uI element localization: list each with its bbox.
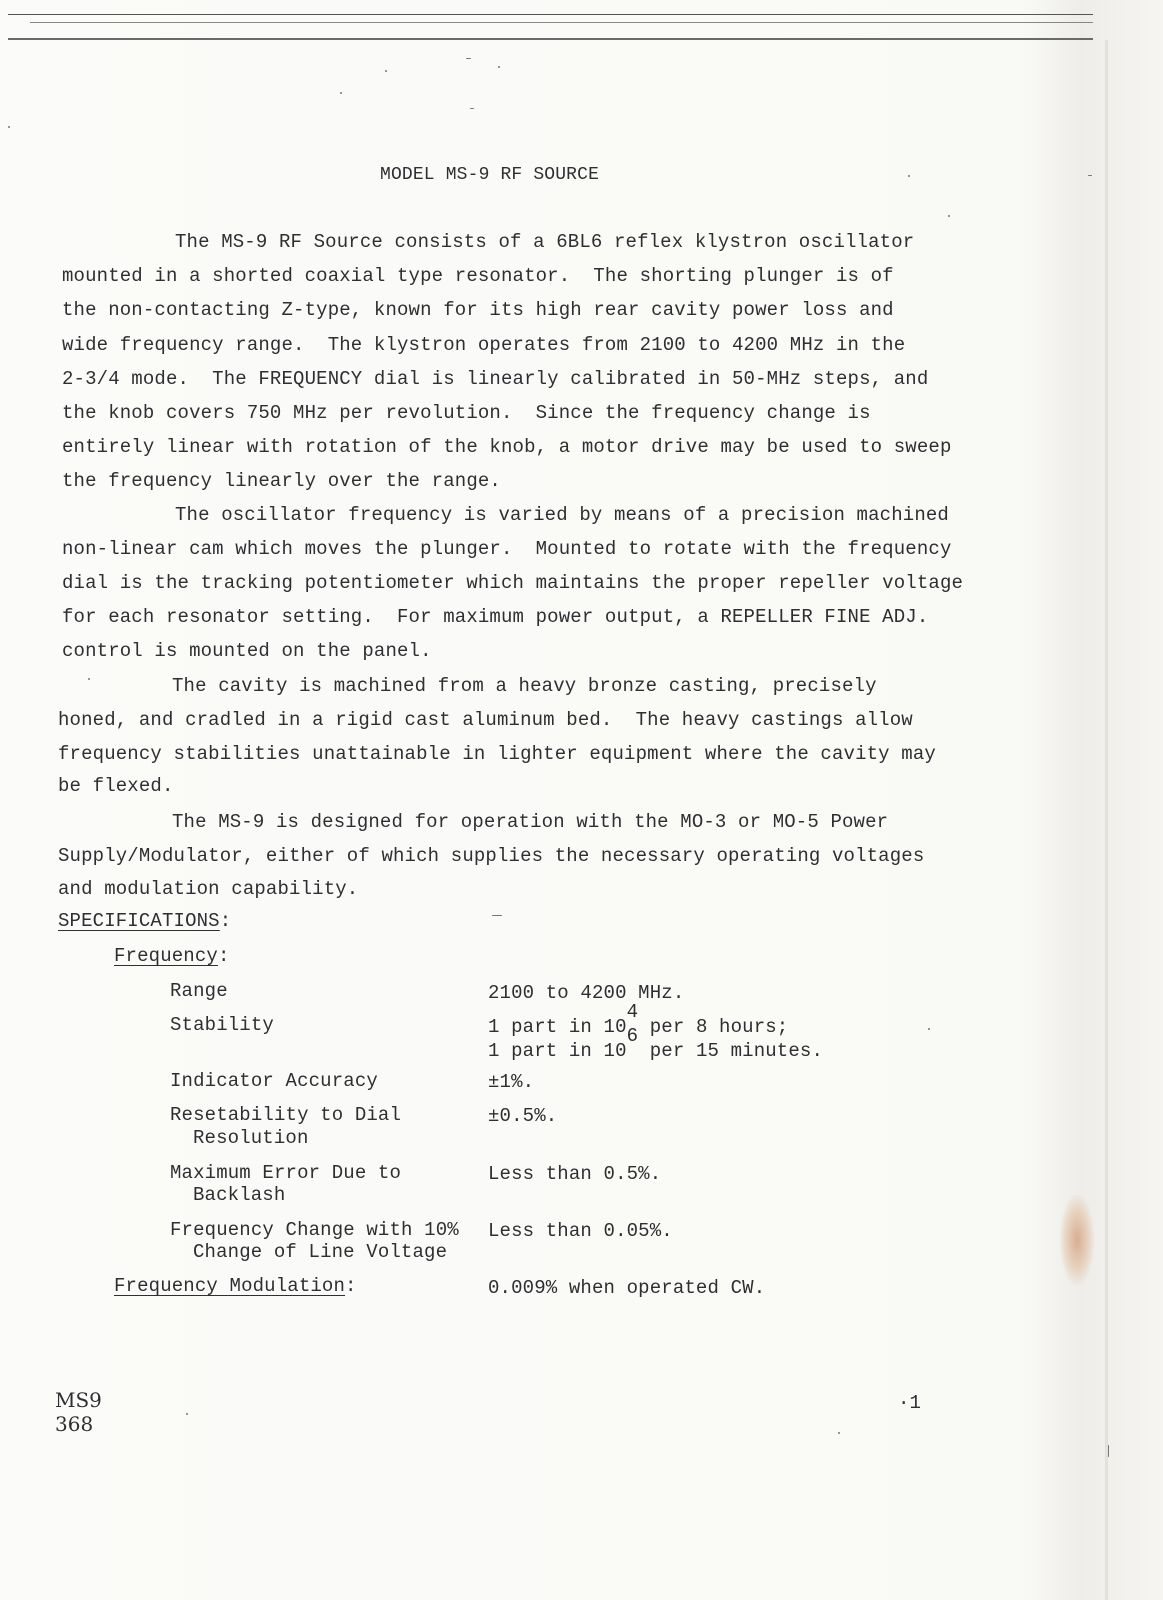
paper-speck (470, 108, 474, 109)
indicator-accuracy-label: Indicator Accuracy (170, 1070, 378, 1092)
paragraph-3-line: The cavity is machined from a heavy bronze casting, precisely (172, 675, 877, 697)
document-code-line: MS9 (55, 1388, 102, 1412)
scan-edge-line (8, 14, 1093, 15)
frequency-change-label: Frequency Change with 10% (170, 1219, 459, 1241)
paper-speck (385, 70, 387, 72)
stability-label: Stability (170, 1014, 274, 1036)
scan-edge-line (30, 22, 1093, 23)
document-code (55, 1388, 102, 1436)
stability-text: per 15 minutes. (638, 1040, 824, 1062)
paragraph-2-line: dial is the tracking potentiometer which maintains the proper repeller voltage (62, 572, 964, 594)
paragraph-2-line: for each resonator setting. For maximum power output, a REPELLER FINE ADJ. (62, 606, 929, 628)
frequency-modulation-value: 0.009% when operated CW. (488, 1277, 766, 1299)
paper-speck (186, 1413, 188, 1415)
frequency-change-label: Change of Line Voltage (193, 1241, 448, 1263)
heading-colon: : (345, 1275, 357, 1297)
resetability-label: Resetability to Dial (170, 1104, 402, 1126)
paper-speck (908, 175, 910, 177)
paper-speck (492, 915, 502, 916)
paragraph-2-line: non-linear cam which moves the plunger. Mounted to rotate with the frequency (62, 538, 952, 560)
specifications-heading (58, 912, 231, 931)
paper-speck (340, 92, 342, 94)
range-label: Range (170, 980, 228, 1002)
paper-speck (928, 1028, 930, 1030)
paragraph-4-line: The MS-9 is designed for operation with the MO-3 or MO-5 Power (172, 811, 889, 833)
paper-speck (1108, 1445, 1109, 1457)
frequency-modulation-heading-text: Frequency Modulation (114, 1275, 346, 1297)
paper-speck (1088, 175, 1092, 176)
stability-text: 1 part in 10 (488, 1016, 627, 1038)
paragraph-2-line: The oscillator frequency is varied by means of a precision machined (175, 504, 949, 526)
paper-speck (8, 126, 10, 128)
resetability-value: ±0.5%. (488, 1105, 558, 1127)
paragraph-1-line: the knob covers 750 MHz per revolution. Since the frequency change is (62, 402, 871, 424)
stability-value-1 (488, 1001, 789, 1038)
paragraph-1-line: wide frequency range. The klystron operates from 2100 to 4200 MHz in the (62, 334, 906, 356)
exponent: 4 (626, 1001, 639, 1023)
specifications-heading-text: SPECIFICATIONS (58, 910, 220, 932)
paragraph-3-line: frequency stabilities unattainable in lighter equipment where the cavity may (58, 743, 936, 765)
paragraph-1-line: 2-3/4 mode. The FREQUENCY dial is linearly calibrated in 50-MHz steps, and (62, 368, 929, 390)
resetability-label: Resolution (193, 1127, 309, 1149)
paragraph-4-line: Supply/Modulator, either of which supplies the necessary operating voltages (58, 845, 925, 867)
document-title: MODEL MS-9 RF SOURCE (380, 165, 600, 185)
paragraph-3-line: honed, and cradled in a rigid cast aluminum bed. The heavy castings allow (58, 709, 913, 731)
document-code-line: 368 (55, 1412, 94, 1436)
paper-speck (466, 58, 471, 59)
paper-speck (498, 66, 500, 68)
paper-speck (948, 215, 950, 217)
paragraph-1-line: the frequency linearly over the range. (62, 470, 501, 492)
stability-text: 1 part in 10 (488, 1040, 627, 1062)
stability-text: per 8 hours; (638, 1016, 789, 1038)
heading-colon: : (219, 910, 232, 932)
paragraph-2-line: control is mounted on the panel. (62, 640, 432, 662)
max-error-value: Less than 0.5%. (488, 1163, 662, 1185)
range-value: 2100 to 4200 MHz. (488, 982, 685, 1004)
paper-stain (1060, 1195, 1094, 1285)
paragraph-1-line: The MS-9 RF Source consists of a 6BL6 reflex klystron oscillator (175, 231, 915, 253)
page-number: ·1 (898, 1392, 922, 1414)
paper-speck (838, 1432, 840, 1434)
paper-speck (88, 678, 90, 680)
paragraph-1-line: the non-contacting Z-type, known for its high rear cavity power loss and (62, 299, 894, 321)
scan-edge-line (8, 38, 1093, 40)
max-error-label: Backlash (193, 1184, 286, 1206)
exponent: 6 (626, 1025, 639, 1047)
heading-colon: : (217, 945, 230, 967)
paragraph-4-line: and modulation capability. (58, 878, 359, 900)
indicator-accuracy-value: ±1%. (488, 1071, 535, 1093)
frequency-heading-text: Frequency (114, 945, 218, 967)
paragraph-3-line: be flexed. (58, 775, 174, 797)
paragraph-1-line: entirely linear with rotation of the knob, a motor drive may be used to sweep (62, 436, 952, 458)
frequency-change-value: Less than 0.05%. (488, 1220, 673, 1242)
paragraph-1-line: mounted in a shorted coaxial type resonator. The shorting plunger is of (62, 265, 894, 287)
max-error-label: Maximum Error Due to (170, 1162, 402, 1184)
frequency-heading (114, 947, 230, 966)
frequency-modulation-heading (114, 1277, 357, 1296)
page-edge-shadow (1105, 40, 1108, 1600)
